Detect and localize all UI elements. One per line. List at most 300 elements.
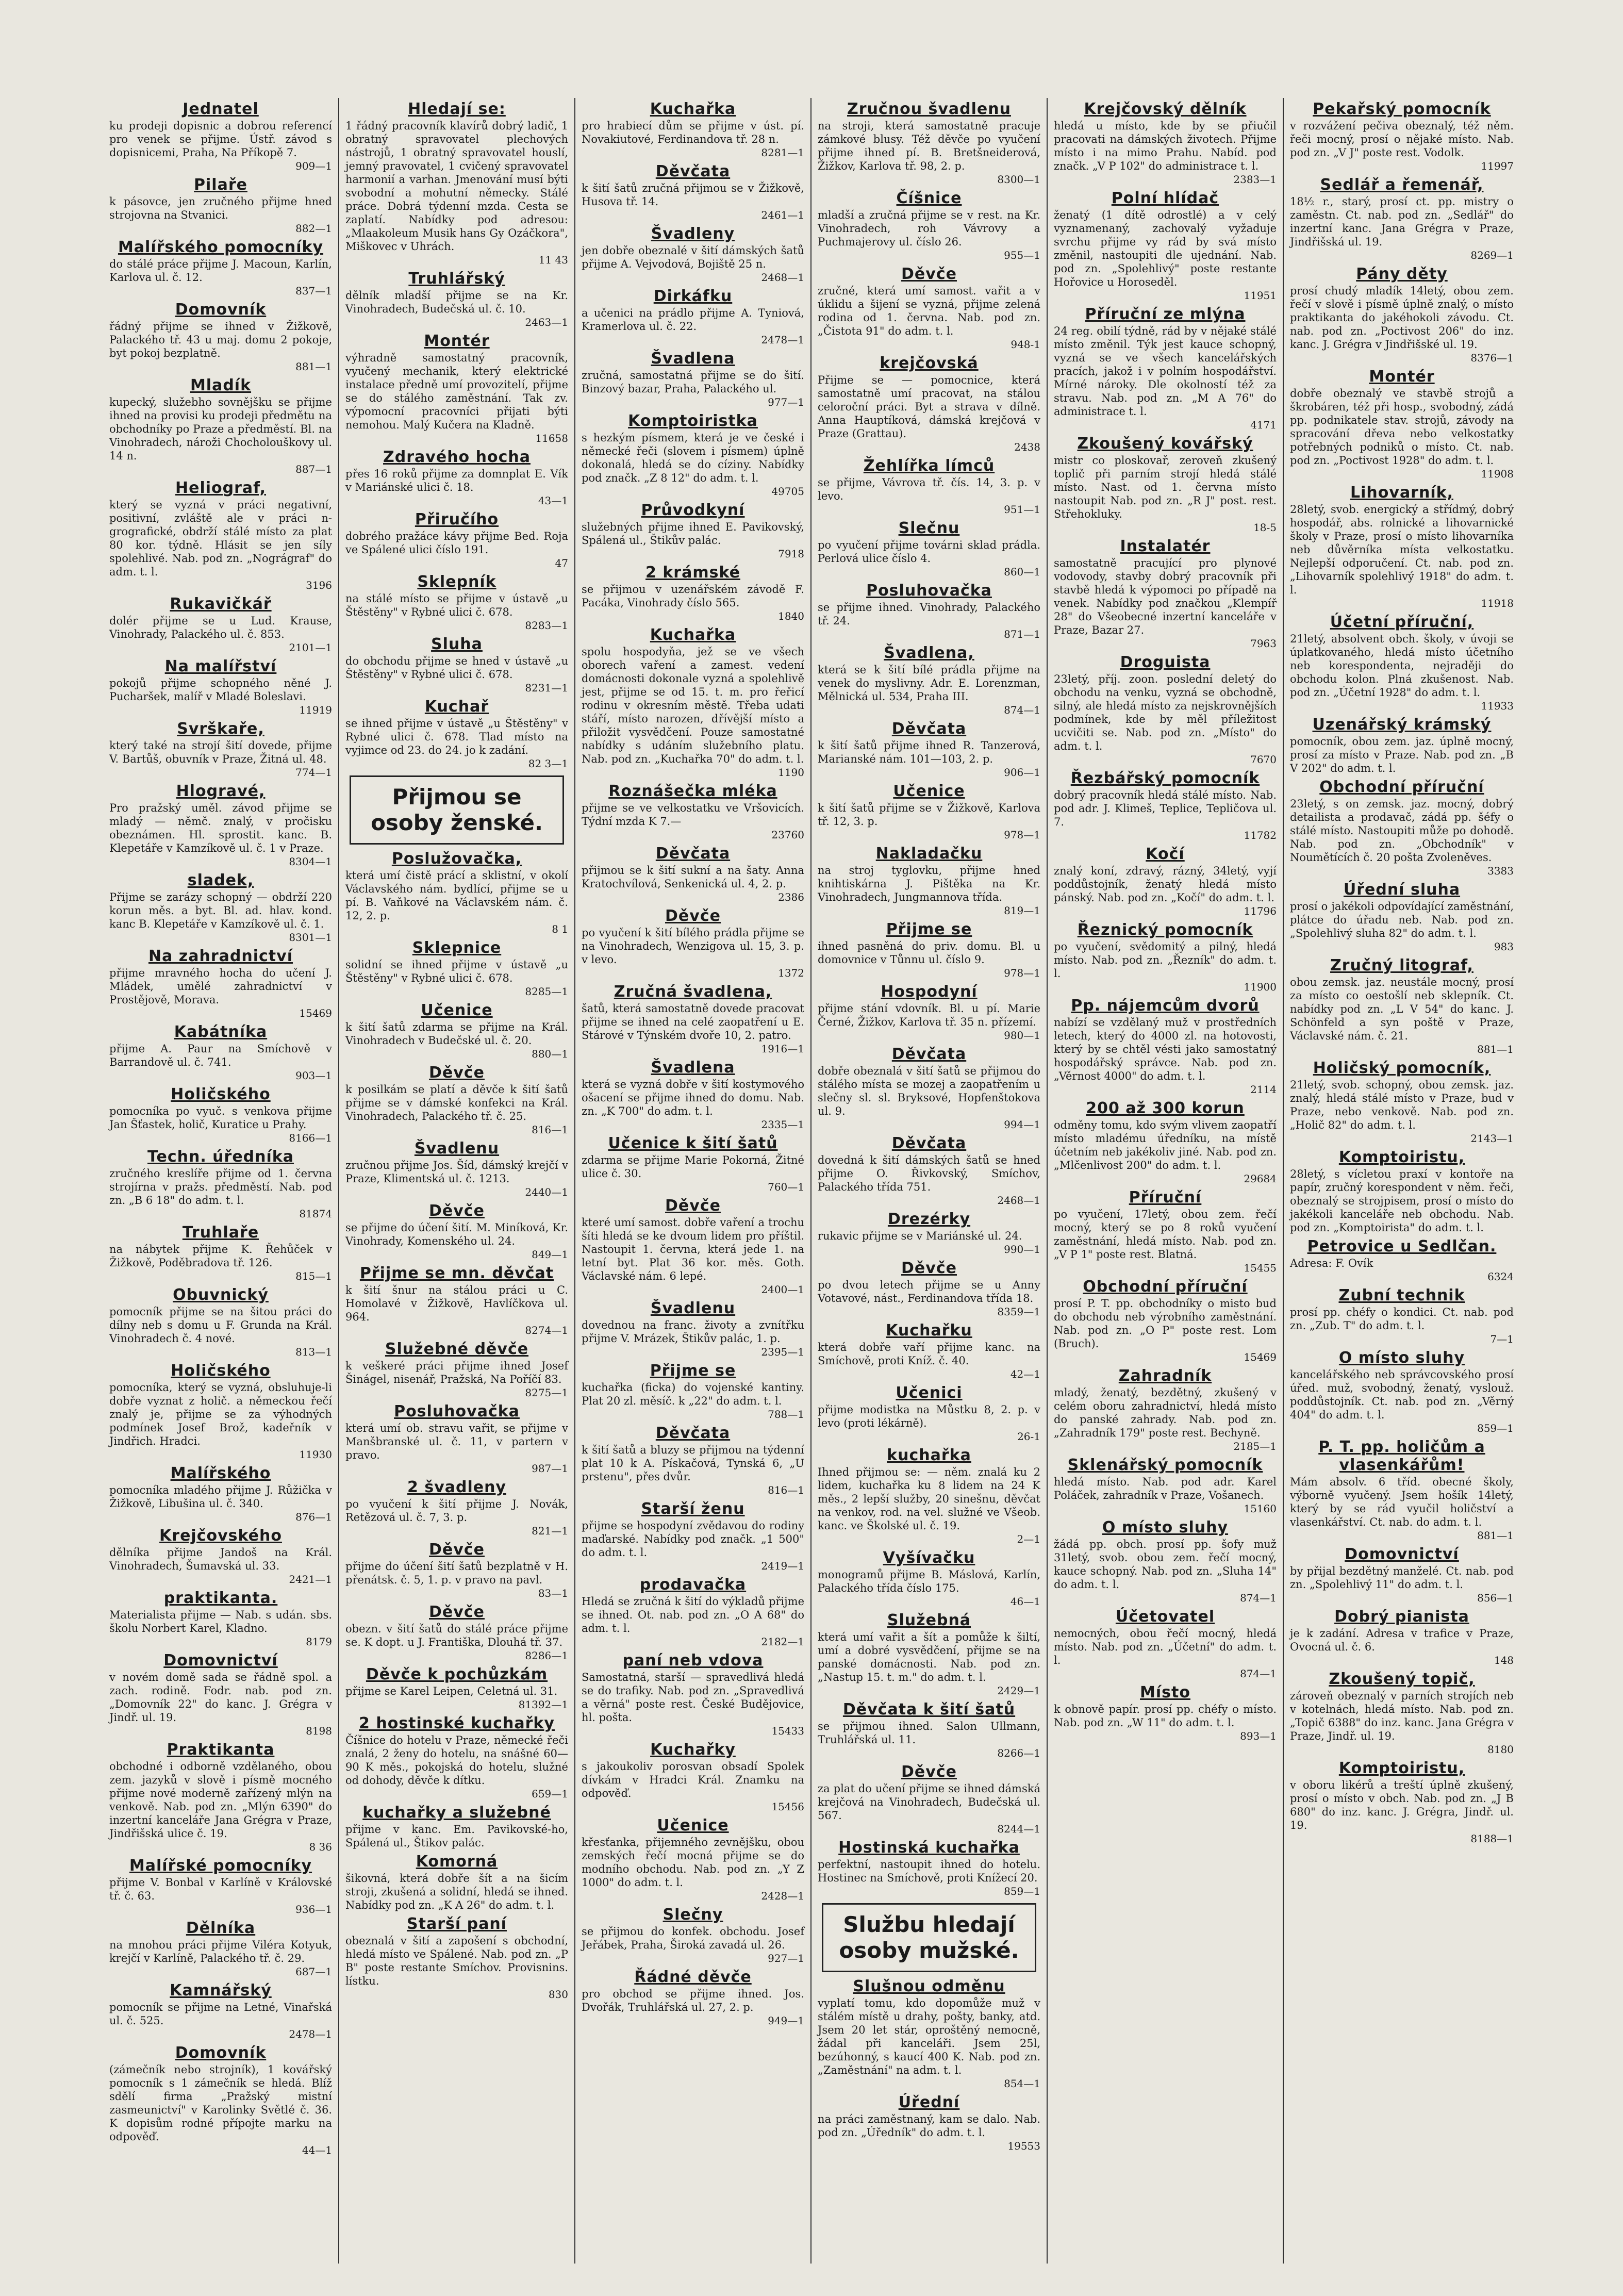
ad-title: Kamnářský xyxy=(170,1981,272,2000)
ad-body: obou zemsk. jaz. neustále mocný, prosí za místo co oestošlí neb sklepník. Ct. nabídky pod zn. „L V 54" do kanc. J. Schönfeld a syn poště v Praze, Václavské nám. č. 21. xyxy=(1290,976,1514,1042)
ad-title: Děvčata xyxy=(891,1045,967,1063)
ad-text xyxy=(345,592,568,632)
ad-body: Samostatná, starší — spravedlivá hledá se do trafiky. Nab. pod zn. „Spravedlivá a věrná" poste rest. České Budějovice, hl. pošta. xyxy=(582,1671,804,1724)
ad-ref-number: 881—1 xyxy=(295,360,332,373)
ad-body: 21letý, svob. schopný, obou zemsk. jaz. znalý, hledá stálé místo v Praze, bud v Praze, nebo venkově. Nab. pod zn. „Holič 82" do adm. t. l. xyxy=(1290,1079,1514,1131)
ad-title: Hospodyní xyxy=(881,983,978,1001)
ad-title: Zkoušený topič, xyxy=(1329,1670,1475,1688)
ad-body: přijme se Karel Leipen, Celetná ul. 31. xyxy=(345,1685,558,1697)
ad-body: se přijmou v uzenářském závodě F. Pacáka, Vinohrady číslo 565. xyxy=(582,583,804,609)
ad-body: se ihned přijme v ústavě „u Štěstěny" v Rybné ulici č. 678. Tlad místo na vyjimce od 23. do 24. jo k zadání. xyxy=(345,717,568,756)
ad-body: odměny tomu, kdo svým vlivem zaopatří místo mladému úředníku, na místě účetním neb jakékoliv jiné. Nab. pod zn. „Mlčenlivost 200" do adm. t. l. xyxy=(1054,1119,1277,1171)
classified-ad xyxy=(582,501,804,560)
ad-ref-number: 1372 xyxy=(778,967,804,979)
classified-ad xyxy=(1054,1099,1277,1185)
classified-ad xyxy=(818,519,1040,579)
ad-body: k pásovce, jen zručného přijme hned strojovna na Stvanici. xyxy=(109,195,332,221)
classified-ad xyxy=(818,265,1040,351)
classified-ad xyxy=(345,100,568,267)
ad-body: k šití šnur na stálou práci u C. Homolavé v Žižkově, Havlíčkova ul. 964. xyxy=(345,1284,568,1323)
classified-ad xyxy=(582,782,804,841)
ad-title: Posluhovačka xyxy=(866,582,992,600)
classified-ad xyxy=(345,573,568,632)
ad-text xyxy=(1054,864,1277,918)
ad-ref-number: 813—1 xyxy=(295,1346,332,1358)
ad-body: k šití šatů přijme se v Žižkově, Karlova tř. 12, 3. p. xyxy=(818,802,1040,828)
ad-text xyxy=(345,351,568,445)
classified-ad xyxy=(582,845,804,904)
ad-text xyxy=(582,864,804,904)
ad-title: Děvče xyxy=(429,1541,485,1559)
classified-ad xyxy=(109,595,332,654)
ad-body: k šití šatů a bluzy se přijmou na týdenní plat 10 k A. Pískačová, Tynská 6, „U prstenu", přes dvůr. xyxy=(582,1444,804,1483)
ad-body: které umí samost. dobře vaření a trochu šíti hledá se ke dvoum lidem pro příštil. Nastoupit 1. června, která jede 1. na letní byt. Plat 36 kor. měs. Goth. Václavské nám. 6 lepé. xyxy=(582,1216,804,1282)
ad-text xyxy=(818,864,1040,917)
ad-ref-number: 2—1 xyxy=(1017,1533,1040,1545)
ad-body: který také na strojí šití dovede, přijme V. Bartůš, obuvník v Praze, Žitná ul. 48. xyxy=(109,739,332,765)
classified-ad xyxy=(582,1500,804,1573)
ad-text xyxy=(109,1104,332,1145)
ad-text xyxy=(1054,1297,1277,1364)
ad-ref-number: 11908 xyxy=(1481,468,1514,480)
ad-title: Přijme se mn. děvčat xyxy=(359,1264,554,1282)
ad-ref-number: 837—1 xyxy=(295,285,332,297)
ad-text xyxy=(818,476,1040,516)
ad-text xyxy=(1290,1689,1514,1756)
ad-title: Malířské pomocníky xyxy=(129,1857,312,1875)
ad-title: Slečny xyxy=(663,1906,723,1924)
ad-body: pro hrabiecí dům se přijme v úst. pí. Novakiutové, Ferdinandova tř. 28 n. xyxy=(582,120,804,145)
classified-ad xyxy=(1290,1349,1514,1435)
classified-ad xyxy=(345,1853,568,1912)
ad-title: paní neb vdova xyxy=(622,1651,764,1670)
classified-ad xyxy=(109,176,332,235)
ad-text xyxy=(582,1671,804,1738)
ad-text xyxy=(109,890,332,944)
classified-ad xyxy=(818,1700,1040,1760)
ad-text xyxy=(582,119,804,159)
ad-text xyxy=(1054,672,1277,766)
ad-body: kupecký, služebho sovnějšku se přijme ihned na provisi ku prodeji předmětu na obchodníky po Praze a předměstí. Bl. na Vinohradech, nároži Chocholouškovy ul. 14 n. xyxy=(109,396,332,462)
ad-text xyxy=(1290,503,1514,610)
ad-ref-number: 874—1 xyxy=(1240,1592,1277,1604)
classified-ad xyxy=(1054,305,1277,432)
ad-text xyxy=(109,966,332,1020)
ad-ref-number: 821—1 xyxy=(532,1525,568,1537)
ad-body: do obchodu přijme se hned v ústavě „u Štěstěny" v Rybné ulici č. 678. xyxy=(345,655,568,681)
ad-title: Montér xyxy=(1369,368,1435,386)
ad-text xyxy=(1054,1118,1277,1185)
ad-text xyxy=(109,2063,332,2157)
classified-ad xyxy=(1290,1545,1514,1605)
ad-ref-number: 8304—1 xyxy=(289,855,332,868)
ad-ref-number: 15160 xyxy=(1244,1502,1277,1515)
ad-text xyxy=(109,1760,332,1854)
ad-title: Krejčovského xyxy=(159,1527,282,1545)
ad-text xyxy=(1054,1538,1277,1605)
ad-title: sladek, xyxy=(187,871,254,889)
ad-text xyxy=(582,926,804,980)
ad-text xyxy=(1054,1627,1277,1680)
ad-ref-number: 8244—1 xyxy=(997,1823,1040,1835)
ad-text xyxy=(1290,1627,1514,1667)
ad-text xyxy=(582,1836,804,1903)
ad-title: Drezérky xyxy=(887,1210,971,1228)
classified-ad xyxy=(582,1741,804,1813)
ad-title: Komorná xyxy=(416,1853,498,1871)
ad-ref-number: 7—1 xyxy=(1490,1333,1514,1345)
ad-text xyxy=(818,1465,1040,1546)
ad-ref-number: 927—1 xyxy=(768,1952,804,1964)
ad-title: Číšnice xyxy=(896,189,962,207)
ad-body: solidní se ihned přijme v ústavě „u Štěstěny" v Rybné ulici č. 678. xyxy=(345,959,568,984)
ad-title: Učenice xyxy=(421,1001,493,1019)
ad-title: Heliograf, xyxy=(175,479,266,497)
ad-title: Služebná xyxy=(887,1611,971,1629)
classified-ad xyxy=(1054,769,1277,842)
ad-ref-number: 1916—1 xyxy=(761,1043,804,1055)
ad-body: která umí ob. stravu vařit, se přijme v Manšbranské ul. č. 11, v partern v pravo. xyxy=(345,1422,568,1461)
ad-title: Zahradník xyxy=(1118,1367,1212,1385)
ad-body: přijme modistka na Můstku 8, 2. p. v levo (proti lékárně). xyxy=(818,1403,1040,1429)
ad-title: Švadlena xyxy=(651,350,735,368)
ad-ref-number: 687—1 xyxy=(295,1965,332,1978)
classified-ad xyxy=(345,1064,568,1136)
ad-title: Švadlenu xyxy=(650,1299,736,1317)
ad-ref-number: 2478—1 xyxy=(761,334,804,346)
ad-body: k šití šatů přijme ihned R. Tanzerová, Marianské nám. 101—103, 2. p. xyxy=(818,739,1040,765)
classified-ad xyxy=(345,332,568,445)
ad-body: dělník mladší přijme se na Kr. Vinohradech, Budečská ul. č. 10. xyxy=(345,289,568,315)
ad-title: Úřední sluha xyxy=(1343,881,1461,899)
ad-text xyxy=(345,119,568,267)
classified-ad xyxy=(345,1665,568,1711)
ad-title: Děvče xyxy=(901,1259,957,1277)
ad-body: mladší a zručná přijme se v rest. na Kr. Vinohradech, roh Vávrovy a Puchmajerovy ul. číslo 26. xyxy=(818,209,1040,248)
ad-body: po dvou letech přijme se u Anny Votavové, nást., Ferdinandova třída 18. xyxy=(818,1279,1040,1304)
classified-ad xyxy=(109,1286,332,1359)
classified-ad xyxy=(1054,921,1277,994)
ad-title: Švadlenu xyxy=(414,1139,500,1158)
ad-title: Děvčata xyxy=(891,720,967,738)
ad-body: Ihned přijmou se: — něm. znalá ku 2 lidem, kuchařka ku 8 lidem na 24 K měs., 2 lepší služby, 20 sinešnu, děvčat na venkov, rod. na vel. služné ve Všeob. kanc. ve Školské ul. č. 19. xyxy=(818,1466,1040,1532)
classified-ad xyxy=(582,350,804,409)
ad-text xyxy=(345,1560,568,1600)
ad-title: Na malířství xyxy=(164,657,277,675)
ad-title: Techn. úředníka xyxy=(147,1148,294,1166)
ad-ref-number: 11918 xyxy=(1481,597,1514,609)
ad-body: šatů, která samostatně dovede pracovat přijme se ihned na celé zaopatření u E. Stárové v Týnském dvoře 10, 2. patro. xyxy=(582,1002,804,1042)
ad-text xyxy=(345,1020,568,1061)
classified-ad xyxy=(345,939,568,998)
classified-ad xyxy=(1290,1237,1514,1283)
classified-ad xyxy=(109,376,332,476)
ad-body: 21letý, absolvent obch. školy, v úvoji se úplatkovaného, hledá místo účetního neb korespondenta, nejraději do obchodu kolon. Plná zkušenost. Nab. pod zn. „Účetní 1928" do adm. t. l. xyxy=(1290,633,1514,699)
classified-ad xyxy=(109,238,332,298)
classified-ad xyxy=(345,1139,568,1199)
ad-text xyxy=(345,1422,568,1475)
classified-ad xyxy=(109,2044,332,2157)
ad-text xyxy=(818,1229,1040,1256)
ad-body: 28letý, svob. energický a střídmý, dobrý hospodář, abs. rolnické a lihovarnické školy v Praze, prosí o místo lihovarníka neb důvěrníka místa velkostatku. Nejlepší odporučení. Ct. nab. pod zn. „Lihovarník spolehlivý 1918" do adm. t. l. xyxy=(1290,503,1514,596)
ad-title: Komptoiristka xyxy=(628,412,758,430)
ad-text xyxy=(582,369,804,409)
ad-body: Hledá se zručná k šití do výkladů přijme se ihned. Ot. nab. pod zn. „O A 68" do adm. t. l. xyxy=(582,1595,804,1634)
ad-text xyxy=(1054,1016,1277,1096)
ad-text xyxy=(109,1243,332,1283)
ad-title: Děvčata xyxy=(655,1424,731,1442)
ad-ref-number: 849—1 xyxy=(532,1248,568,1261)
ad-text xyxy=(345,958,568,998)
classified-ad xyxy=(345,270,568,329)
ad-title: Domovnictví xyxy=(163,1651,278,1670)
ad-title: Jednatel xyxy=(183,100,259,118)
ad-body: která dobře vaří přijme kanc. na Smíchově, proti Kníž. č. 40. xyxy=(818,1341,1040,1367)
ad-title: Švadleny xyxy=(651,225,735,243)
classified-ad xyxy=(818,1977,1040,2090)
ad-ref-number: 42—1 xyxy=(1010,1368,1040,1380)
ad-text xyxy=(582,520,804,560)
ad-ref-number: 8275—1 xyxy=(525,1386,568,1399)
classified-ad xyxy=(818,582,1040,641)
ad-text xyxy=(582,1318,804,1359)
ad-ref-number: 148 xyxy=(1494,1654,1514,1666)
ad-text xyxy=(345,530,568,570)
ad-text xyxy=(582,244,804,284)
ad-body: kuchařka (ficka) do vojenské kantiny. Plat 20 zl. měsíč. k „22" do adm. t. l. xyxy=(582,1381,804,1407)
classified-ad xyxy=(1290,100,1514,173)
ad-ref-number: 8188—1 xyxy=(1470,1832,1514,1845)
ad-title: kuchařky a služebné xyxy=(362,1804,551,1822)
ad-body: prosí o jakékoli odpovídající zaměstnání, plátce do úřadu neb. Nab. pod zn. „Spolehlivý sluha 82" do adm. t. l. xyxy=(1290,900,1514,939)
ad-title: Mladík xyxy=(190,376,252,394)
ad-body: která se k šití bílé prádla přijme na venek do myslivny. Adr. E. Lorenzman, Mělnická ul. 534, Praha III. xyxy=(818,664,1040,703)
ad-ref-number: 955—1 xyxy=(1004,249,1040,261)
ad-title: Nakladačku xyxy=(875,845,983,863)
ad-title: Kuchařku xyxy=(886,1322,972,1340)
ad-title: Děvčata xyxy=(891,1134,967,1152)
ad-title: Rukavičkář xyxy=(170,595,272,613)
ad-body: po vyučení k šití bílého prádla přijme se na Vinohradech, Wenzigova ul. 15, 3. p. v levo. xyxy=(582,927,804,966)
ad-text xyxy=(345,654,568,695)
ad-body: nabízí se vzdělaný muž v prostředních letech, který do 4000 zl. na hotovosti, který by se chtěl vésti jako samostatný hospodářský správce. Nab. pod zn. „Věrnost 4000" do adm. t. l. xyxy=(1054,1016,1277,1082)
ad-ref-number: 830 xyxy=(548,1988,568,2001)
classified-ad xyxy=(582,287,804,346)
ad-body: do stálé práce přijme J. Macoun, Karlín, Karlova ul. č. 12. xyxy=(109,258,332,284)
classified-ad xyxy=(582,1362,804,1421)
ad-ref-number: 859—1 xyxy=(1477,1422,1514,1434)
ad-title: Truhlářský xyxy=(408,270,505,288)
ad-body: v novém domě sada se řádně spol. a zach. rodině. Fodr. nab. pod zn. „Domovník 22" do kanc. J. Grégra v Jindř. ul. 19. xyxy=(109,1671,332,1724)
ad-text xyxy=(345,467,568,507)
ad-ref-number: 81392—1 xyxy=(518,1698,568,1711)
ad-body: rukavic přijme se v Mariánské ul. 24. xyxy=(818,1230,1022,1242)
classified-ad xyxy=(345,510,568,570)
ad-title: Služebné děvče xyxy=(385,1340,529,1358)
classified-ad xyxy=(109,720,332,779)
classified-ad xyxy=(345,1714,568,1801)
ad-ref-number: 994—1 xyxy=(1004,1118,1040,1131)
ad-body: zručného kreslíře přijme od 1. června strojírna v pražs. předměstí. Nab. pod zn. „B 6 18" do adm. t. l. xyxy=(109,1167,332,1207)
classified-ad xyxy=(1054,1518,1277,1605)
ad-body: na stálé místo se přijme v ústavě „u Štěstěny" v Rybné ulici č. 678. xyxy=(345,592,568,618)
ad-ref-number: 859—1 xyxy=(1004,1885,1040,1897)
classified-ad xyxy=(345,1001,568,1061)
ad-text xyxy=(109,1671,332,1738)
ad-title: P. T. pp. holičům a vlasenkářům! xyxy=(1318,1438,1485,1474)
classified-ad xyxy=(109,1857,332,1916)
ad-title: kuchařka xyxy=(887,1446,971,1464)
ad-ref-number: 8281—1 xyxy=(761,146,804,159)
classified-ad xyxy=(1054,1456,1277,1515)
section-banner: Službu hledají osoby mužské. xyxy=(822,1903,1036,1972)
classified-ad xyxy=(345,1264,568,1337)
ad-ref-number: 887—1 xyxy=(295,463,332,475)
column-6 xyxy=(1284,98,1520,2264)
classified-ad xyxy=(1054,1278,1277,1364)
ad-title: Učenici xyxy=(896,1384,963,1402)
ad-title: Průvodkyní xyxy=(641,501,745,519)
classified-ad xyxy=(1290,368,1514,481)
classified-ad xyxy=(109,1981,332,2041)
ad-text xyxy=(1054,1208,1277,1275)
ad-body: po vyučení, 17letý, obou zem. řečí mocný, který se po 8 roků vyučení zaměstnání, hledá místo. Nab. pod zn. „V P 1" poste rest. Blatná. xyxy=(1054,1208,1277,1261)
ad-ref-number: 949—1 xyxy=(768,2014,804,2027)
ad-text xyxy=(109,2001,332,2041)
ad-text xyxy=(109,1042,332,1082)
ad-ref-number: 8166—1 xyxy=(289,1132,332,1144)
ad-title: Děvčata k šití šatů xyxy=(842,1700,1016,1719)
ad-body: by přijal bezdětný manželé. Ct. nab. pod zn. „Spolehlivý 11" do adm. t. l. xyxy=(1290,1565,1514,1591)
ad-body: ženatý (1 dítě odrostlé) a v celý vyznamenaný, zachovalý vyžaduje svrchu přijme vy rád by svá místo změnil, nastoupiti dle ujednání. Nab. pod zn. „Spolehlivý" poste restante Hořovice u Horoseděl. xyxy=(1054,209,1277,288)
ad-text xyxy=(1290,735,1514,775)
ad-text xyxy=(109,257,332,298)
ad-ref-number: 46—1 xyxy=(1010,1595,1040,1608)
ad-title: Děvčata xyxy=(655,845,731,863)
ad-title: Učenice xyxy=(893,782,965,800)
classified-ad xyxy=(1290,1059,1514,1145)
ad-title: Montér xyxy=(424,332,490,350)
ad-title: Sluha xyxy=(431,635,483,653)
ad-text xyxy=(1290,1167,1514,1234)
ad-title: Pány děty xyxy=(1356,265,1448,283)
ad-ref-number: 49705 xyxy=(771,485,804,498)
ad-ref-number: 983 xyxy=(1494,940,1514,953)
ad-title: Děvčata xyxy=(655,162,731,180)
ad-ref-number: 2440—1 xyxy=(525,1186,568,1198)
ad-ref-number: 26-1 xyxy=(1017,1430,1040,1443)
ad-ref-number: 819—1 xyxy=(1004,904,1040,917)
column-4 xyxy=(812,98,1048,2264)
classified-ad xyxy=(1054,1188,1277,1275)
classified-ad xyxy=(345,698,568,770)
ad-text xyxy=(1290,1778,1514,1845)
classified-ad xyxy=(818,845,1040,917)
ad-ref-number: 83—1 xyxy=(538,1587,568,1599)
classified-ad xyxy=(345,1202,568,1261)
ad-body: (zámečník nebo strojník), 1 kovářský pomocník s 1 zámečník se hledá. Blíž sdělí firma „Pražský mistní zasmeunictví" v Karolinky Světlé č. 36. K dopisům rodné přípojte marku na odpověď. xyxy=(109,2063,332,2143)
ad-ref-number: 8266—1 xyxy=(997,1747,1040,1759)
ad-body: v rozvážení pečiva obeznalý, též něm. řeči mocný, prosí o nějaké místo. Nab. pod zn. „V J" poste rest. Vodolk. xyxy=(1290,120,1514,159)
ad-body: k šití šatů zručná přijmou se v Žižkově, Husova tř. 14. xyxy=(582,182,804,208)
ad-body: přijme V. Bonbal v Karlíně v Královské tř. č. 63. xyxy=(109,1876,332,1902)
ad-body: řádný přijme se ihned v Žižkově, Palackého tř. 43 u maj. domu 2 pokoje, byt pokoj bezplatně. xyxy=(109,320,332,359)
ad-text xyxy=(1054,1475,1277,1515)
ad-body: k posilkám se platí a děvče k šití šatů přijme se v dámské konfekci na Král. Vinohradech, Palackého tř. č. 25. xyxy=(345,1083,568,1122)
classified-ad xyxy=(345,1402,568,1475)
classified-ad xyxy=(109,657,332,717)
classified-ad xyxy=(1290,956,1514,1056)
classified-ad xyxy=(818,189,1040,262)
ad-text xyxy=(1290,797,1514,878)
ad-ref-number: 15469 xyxy=(1244,1351,1277,1363)
ad-text xyxy=(818,119,1040,186)
classified-ad xyxy=(818,1446,1040,1546)
ad-title: Hledají se: xyxy=(408,100,506,118)
classified-ad xyxy=(582,1134,804,1194)
ad-body: Číšnice do hotelu v Praze, německé řeči znalá, 2 ženy do hotelu, na snášné 60—90 K měs., pokojská do hotelu, služné od dohody, děvče k dítku. xyxy=(345,1734,568,1787)
classified-ad xyxy=(109,1527,332,1586)
classified-ad xyxy=(1054,189,1277,302)
ad-text xyxy=(1054,454,1277,534)
ad-body: pomocníka po vyuč. s venkova přijme Jan Šťastek, holič, Kuratice u Prahy. xyxy=(109,1105,332,1131)
ad-ref-number: 876—1 xyxy=(295,1511,332,1523)
ad-ref-number: 15456 xyxy=(771,1801,804,1813)
ad-ref-number: 11930 xyxy=(299,1448,332,1461)
ad-title: Kuchařka xyxy=(650,100,736,118)
ad-title: Pp. nájemcům dvorů xyxy=(1071,997,1260,1015)
ad-text xyxy=(109,1546,332,1586)
ad-ref-number: 8180 xyxy=(1487,1743,1514,1756)
ad-title: Kuchařky xyxy=(650,1741,736,1759)
ad-body: přijme do účení šití šatů bezplatně v H. přenátsk. č. 5, 1. p. v pravo na pavl. xyxy=(345,1560,568,1586)
ad-text xyxy=(582,306,804,346)
classified-ad xyxy=(109,947,332,1020)
classified-ad xyxy=(345,635,568,695)
classified-ad xyxy=(818,1322,1040,1381)
ad-text xyxy=(345,869,568,936)
ad-title: Zručná švadlena, xyxy=(614,983,772,1001)
ad-body: 28letý, s vícletou praxí v kontoře na papír, zručný korespondent v něm. řeči, obeznalý se strojpisem, prosí o místo do jakékoli kanceláře neb obchodu. Nab. pod zn. „Komptoirista" do adm. t. l. xyxy=(1290,1168,1514,1234)
ad-ref-number: 11658 xyxy=(535,432,568,444)
ad-title: Slečnu xyxy=(898,519,960,537)
ad-ref-number: 978—1 xyxy=(1004,967,1040,979)
ad-text xyxy=(1290,1306,1514,1346)
ad-body: kancelářského neb správcovského prosí úřed. muž, svobodný, ženatý, vyslouž. poddůstojník. Ct. nab. pod zn. „Věrný 404" do adm. t. l. xyxy=(1290,1368,1514,1421)
ad-ref-number: 11782 xyxy=(1244,829,1277,841)
ad-title: prodavačka xyxy=(639,1576,747,1594)
classified-ad xyxy=(1290,1148,1514,1234)
ad-body: obezn. v šití šatů do stálé práce přijme se. K dopt. u J. Františka, Dlouhá tř. 37. xyxy=(345,1623,568,1648)
ad-body: na stroji, která samostatně pracuje zámkové blusy. Též děvče po vyučení přijme ihned pí. B. Bretšneiderová, Žižkov, Karlova tř. 98, 2. p. xyxy=(818,120,1040,172)
ad-ref-number: 8 1 xyxy=(552,923,568,935)
ad-title: Praktikanta xyxy=(167,1741,275,1759)
ad-body: zručné, která umí samost. vařit a v úklidu a šijení se vyzná, přijme zelená rodina od 1. června. Nab. pod zn. „Čistota 91" do adm. t. l. xyxy=(818,285,1040,337)
ad-text xyxy=(345,1684,568,1711)
ad-text xyxy=(1290,976,1514,1056)
column-2 xyxy=(339,98,575,2264)
ad-ref-number: 815—1 xyxy=(295,1270,332,1282)
classified-ad xyxy=(1290,716,1514,775)
classified-ad xyxy=(582,907,804,980)
classified-ad xyxy=(109,1362,332,1461)
ad-text xyxy=(582,1519,804,1573)
ad-title: Krejčovský dělník xyxy=(1084,100,1247,118)
ad-ref-number: 11933 xyxy=(1481,700,1514,712)
ad-body: prosí chudý mladík 14letý, obou zem. řečí v slově i písmě úplně znalý, o místo praktikanta do jakéhokoli závodu. Ct. nab. pod zn. „Poctivost 206" do inz. kanc. J. Grégra v Jindřišské ul. 19. xyxy=(1290,285,1514,351)
ad-title: Holičského xyxy=(171,1362,271,1380)
ad-body: pokojů přijme schopného něné J. Pucharšek, malíř v Mladé Boleslavi. xyxy=(109,677,332,703)
